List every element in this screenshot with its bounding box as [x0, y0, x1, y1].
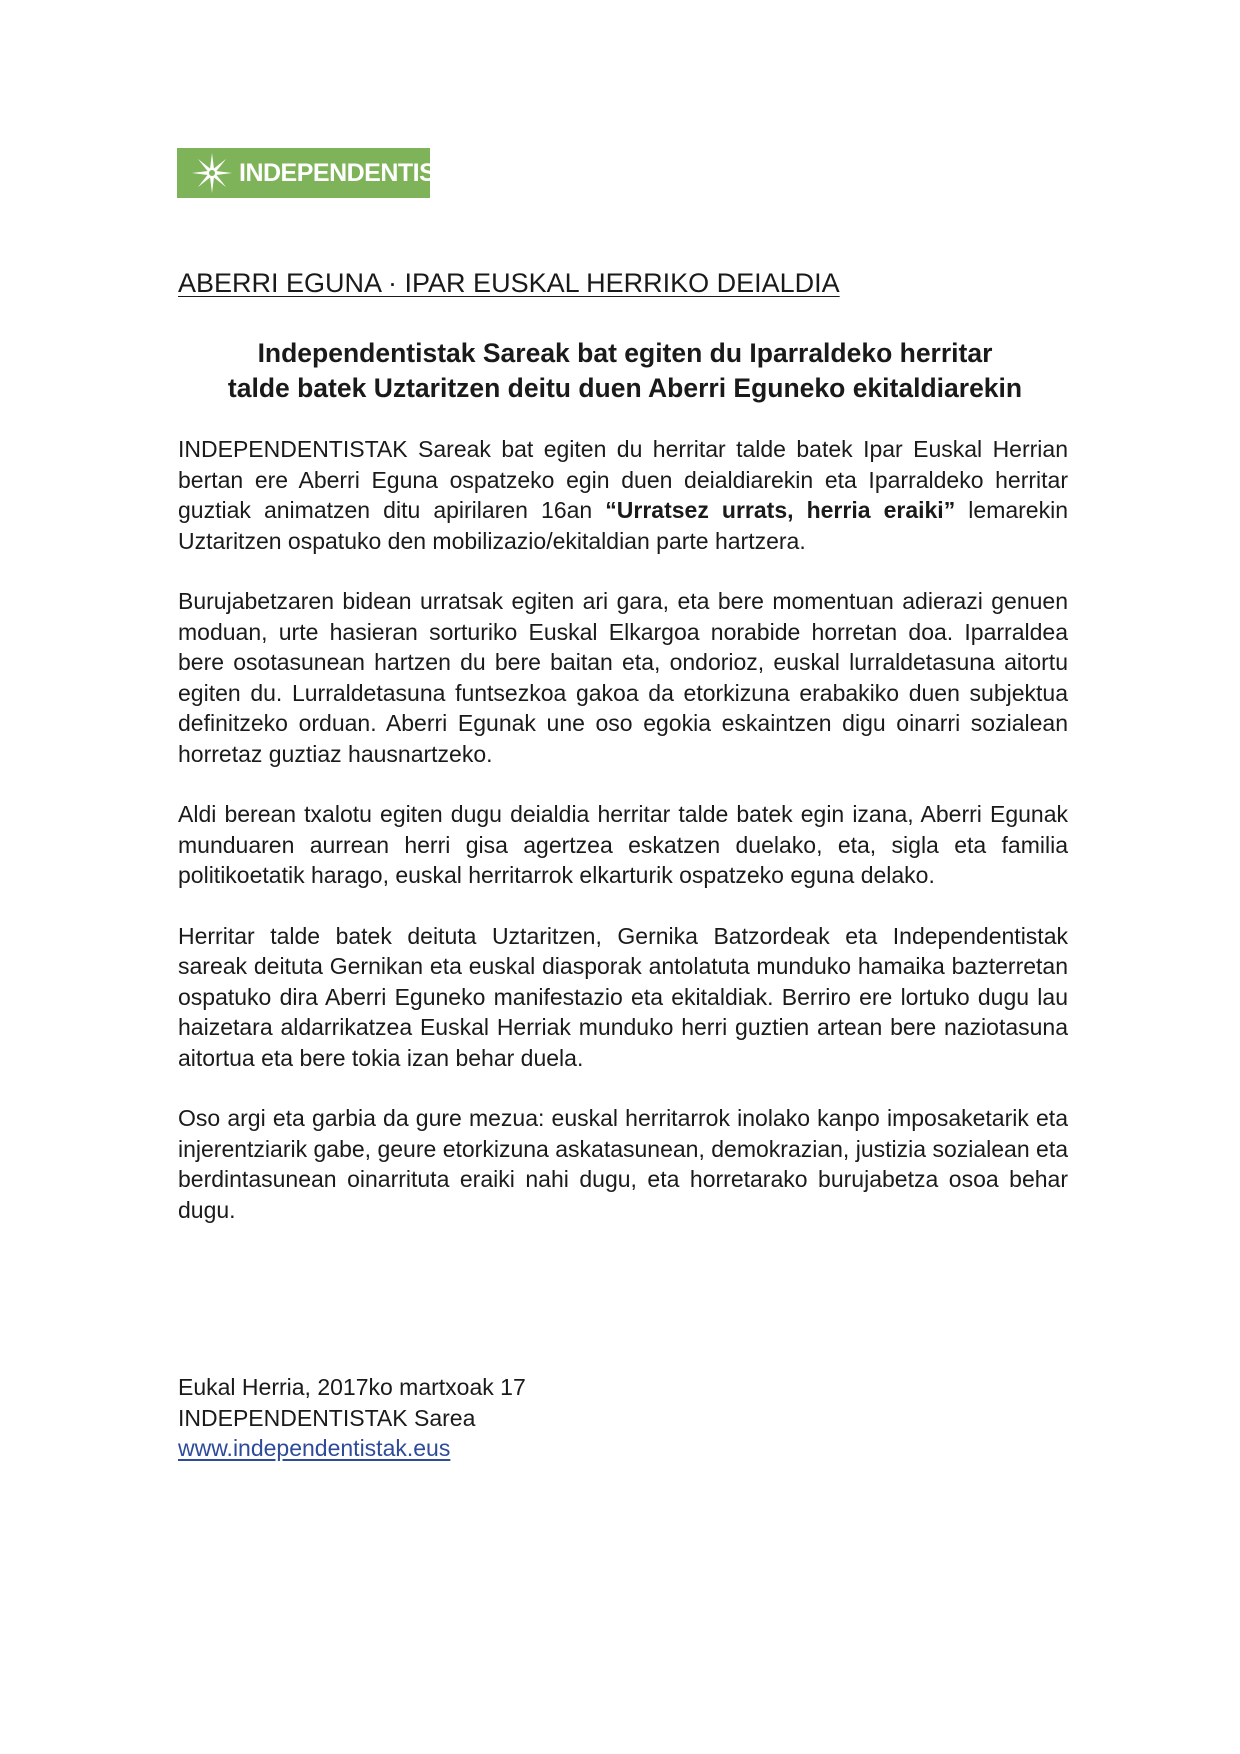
title-line: talde batek Uztaritzen deitu duen Aberri Eguneko ekitaldiarekin: [227, 373, 1023, 403]
star-icon: [191, 152, 233, 194]
document-body: [178, 434, 1068, 1255]
logo-text: INDEPENDENTISTAK: [239, 158, 484, 187]
place-date: Eukal Herria, 2017ko martxoak 17: [178, 1374, 526, 1400]
motto-bold: “Urratsez urrats, herria eraiki”: [605, 497, 956, 523]
document-footer: [178, 1372, 526, 1464]
document-title: [160, 336, 1090, 406]
website-link[interactable]: www.independentistak.eus: [178, 1435, 451, 1461]
logo: [177, 148, 484, 198]
document-heading: ABERRI EGUNA · IPAR EUSKAL HERRIKO DEIALDIA: [178, 268, 840, 298]
paragraph-text: lemarekin Uztaritzen ospatuko den mobilizazio/ekitaldian parte hartzera.: [178, 497, 1068, 554]
signature: INDEPENDENTISTAK Sarea: [178, 1404, 476, 1431]
paragraph-text: INDEPENDENTISTAK Sareak bat egiten du herritar talde batek Ipar Euskal Herrian bertan ere Aberri Eguna ospatzeko egin duen deialdiarekin eta Iparraldeko herritar guztiak animatzen ditu apirilaren 16an: [178, 436, 1068, 523]
paragraph: Herritar talde batek deituta Uztaritzen, Gernika Batzordeak eta Independentistak sareak deituta Gernikan eta euskal diasporak antolatuta munduko hamaika bazterretan ospatuko dira Aberri Eguneko manifestazio eta ekitaldiak. Berriro ere lortuko dugu lau haizetara aldarrikatzea Euskal Herriak munduko herri guztien artean bere naziotasuna aitortua eta bere tokia izan behar duela.: [178, 922, 1068, 1071]
paragraph: Burujabetzaren bidean urratsak egiten ari gara, eta bere momentuan adierazi genuen moduan, urte hasieran sorturiko Euskal Elkargoa norabide horretan doa. Iparraldea bere osotasunean hartzen du bere baitan eta, ondorioz, euskal lurraldetasuna aitortu egiten du. Lurraldetasuna funtsezkoa gakoa da etorkizuna erabakiko duen subjektua definitzeko orduan. Aberri Egunak une oso egokia eskaintzen digu oinarri sozialean horretaz guztiaz hausnartzeko.: [178, 588, 1068, 767]
title-line: Independentistak Sareak bat egiten du Iparraldeko herritar: [257, 338, 993, 368]
paragraph: Oso argi eta garbia da gure mezua: euskal herritarrok inolako kanpo imposaketarik eta injerentziarik gabe, geure etorkizuna askatasunean, demokrazian, justizia sozialean eta berdintasunean oinarrituta eraiki nahi dugu, eta horretarako burujabetza osoa behar dugu.: [178, 1105, 1068, 1223]
paragraph: Aldi berean txalotu egiten dugu deialdia herritar talde batek egin izana, Aberri Egunak munduaren aurrean herri gisa agertzea eskatzen duelako, eta, sigla eta familia politikoetatik harago, euskal herritarrok elkarturik ospatzeko eguna delako.: [178, 801, 1068, 888]
paragraph: [178, 434, 1068, 556]
